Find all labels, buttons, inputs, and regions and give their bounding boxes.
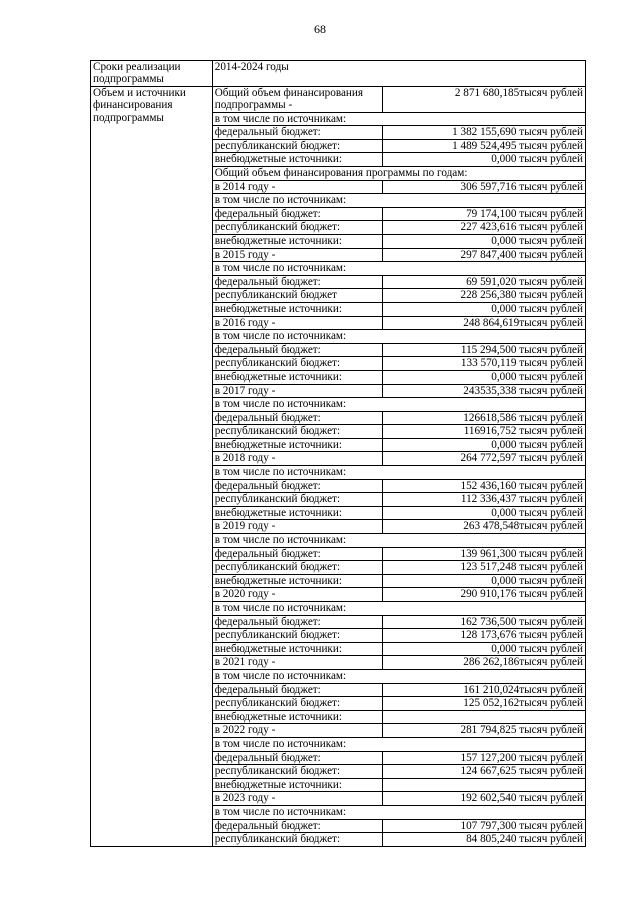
table-subheading: в том числе по источникам: [212,669,585,683]
financing-section-label: Объем и источники финансирования подпрограммы [91,86,213,846]
table-subheading: в том числе по источникам: [212,737,585,751]
row-label: республиканский бюджет: [212,629,382,643]
table-subheading: в том числе по источникам: [212,112,585,126]
row-value: 126618,586 тысяч рублей [383,411,586,425]
table-subheading: в том числе по источникам: [212,330,585,344]
row-label: республиканский бюджет: [212,561,382,575]
row-label: в 2020 году - [212,588,382,602]
row-label: в 2019 году - [212,520,382,534]
row-label: в 2021 году - [212,656,382,670]
row-value: 0,000 тысяч рублей [383,302,586,316]
row-value: 133 570,119 тысяч рублей [383,357,586,371]
row-value: 286 262,186тысяч рублей [383,656,586,670]
row-label: республиканский бюджет [212,289,382,303]
row-value: 139 961,300 тысяч рублей [383,547,586,561]
row-value: 290 910,176 тысяч рублей [383,588,586,602]
row-label: внебюджетные источники: [212,642,382,656]
row-value: 161 210,024тысяч рублей [383,683,586,697]
row-value: 84 805,240 тысяч рублей [383,833,586,847]
row-value [383,778,586,792]
row-value: 152 436,160 тысяч рублей [383,479,586,493]
row-value: 107 797,300 тысяч рублей [383,819,586,833]
row-value: 115 294,500 тысяч рублей [383,343,586,357]
row-value: 1 382 155,690 тысяч рублей [383,126,586,140]
row-label: внебюджетные источники: [212,778,382,792]
row-value: 162 736,500 тысяч рублей [383,615,586,629]
row-value: 112 336,437 тысяч рублей [383,493,586,507]
row-value: 0,000 тысяч рублей [383,574,586,588]
row-label: республиканский бюджет: [212,425,382,439]
total-label: Общий объем финансирования подпрограммы - [212,86,382,112]
row-value: 248 864,619тысяч рублей [383,316,586,330]
period-value: 2014-2024 годы [212,61,585,87]
row-label: республиканский бюджет: [212,139,382,153]
row-value: 0,000 тысяч рублей [383,153,586,167]
row-value: 264 772,597 тысяч рублей [383,452,586,466]
row-label: федеральный бюджет: [212,547,382,561]
period-label: Сроки реализации подпрограммы [91,61,213,87]
financing-table [90,60,586,847]
row-value: 79 174,100 тысяч рублей [383,207,586,221]
table-subheading: Общий объем финансирования программы по годам: [212,167,585,181]
row-label: республиканский бюджет: [212,697,382,711]
row-value: 263 478,548тысяч рублей [383,520,586,534]
row-value: 306 597,716 тысяч рублей [383,180,586,194]
financing-table-body [91,61,586,847]
row-value: 0,000 тысяч рублей [383,438,586,452]
row-label: в 2014 году - [212,180,382,194]
table-subheading: в том числе по источникам: [212,262,585,276]
row-value: 116916,752 тысяч рублей [383,425,586,439]
row-label: федеральный бюджет: [212,615,382,629]
table-subheading: в том числе по источникам: [212,194,585,208]
row-label: в 2023 году - [212,792,382,806]
row-label: республиканский бюджет: [212,833,382,847]
row-label: внебюджетные источники: [212,506,382,520]
table-subheading: в том числе по источникам: [212,466,585,480]
table-row-total [91,86,586,112]
total-value: 2 871 680,185тысяч рублей [383,86,586,112]
row-label: федеральный бюджет: [212,819,382,833]
page-number: 68 [314,22,326,36]
row-value: 0,000 тысяч рублей [383,506,586,520]
row-label: внебюджетные источники: [212,574,382,588]
row-label: внебюджетные источники: [212,302,382,316]
row-value [383,710,586,724]
row-label: республиканский бюджет: [212,493,382,507]
row-value: 0,000 тысяч рублей [383,642,586,656]
row-value: 1 489 524,495 тысяч рублей [383,139,586,153]
row-value: 128 173,676 тысяч рублей [383,629,586,643]
row-value: 157 127,200 тысяч рублей [383,751,586,765]
row-label: республиканский бюджет: [212,765,382,779]
table-row-period [91,61,586,87]
row-label: в 2018 году - [212,452,382,466]
row-value: 227 423,616 тысяч рублей [383,221,586,235]
row-label: в 2017 году - [212,384,382,398]
row-label: федеральный бюджет: [212,343,382,357]
row-label: в 2015 году - [212,248,382,262]
row-label: внебюджетные источники: [212,153,382,167]
row-label: республиканский бюджет: [212,357,382,371]
row-label: федеральный бюджет: [212,411,382,425]
row-value: 124 667,625 тысяч рублей [383,765,586,779]
row-value: 0,000 тысяч рублей [383,370,586,384]
row-label: федеральный бюджет: [212,479,382,493]
row-label: внебюджетные источники: [212,438,382,452]
row-value: 228 256,380 тысяч рублей [383,289,586,303]
row-label: в 2016 году - [212,316,382,330]
row-label: федеральный бюджет: [212,275,382,289]
row-label: республиканский бюджет: [212,221,382,235]
row-value: 69 591,020 тысяч рублей [383,275,586,289]
table-subheading: в том числе по источникам: [212,805,585,819]
row-label: внебюджетные источники: [212,234,382,248]
row-value: 243535,338 тысяч рублей [383,384,586,398]
row-value: 0,000 тысяч рублей [383,234,586,248]
row-label: федеральный бюджет: [212,683,382,697]
row-label: федеральный бюджет: [212,126,382,140]
row-value: 125 052,162тысяч рублей [383,697,586,711]
row-value: 123 517,248 тысяч рублей [383,561,586,575]
table-subheading: в том числе по источникам: [212,398,585,412]
row-value: 192 602,540 тысяч рублей [383,792,586,806]
row-label: федеральный бюджет: [212,207,382,221]
row-label: в 2022 году - [212,724,382,738]
table-subheading: в том числе по источникам: [212,602,585,616]
row-value: 281 794,825 тысяч рублей [383,724,586,738]
table-subheading: в том числе по источникам: [212,534,585,548]
row-label: федеральный бюджет: [212,751,382,765]
row-label: внебюджетные источники: [212,370,382,384]
row-value: 297 847,400 тысяч рублей [383,248,586,262]
row-label: внебюджетные источники: [212,710,382,724]
